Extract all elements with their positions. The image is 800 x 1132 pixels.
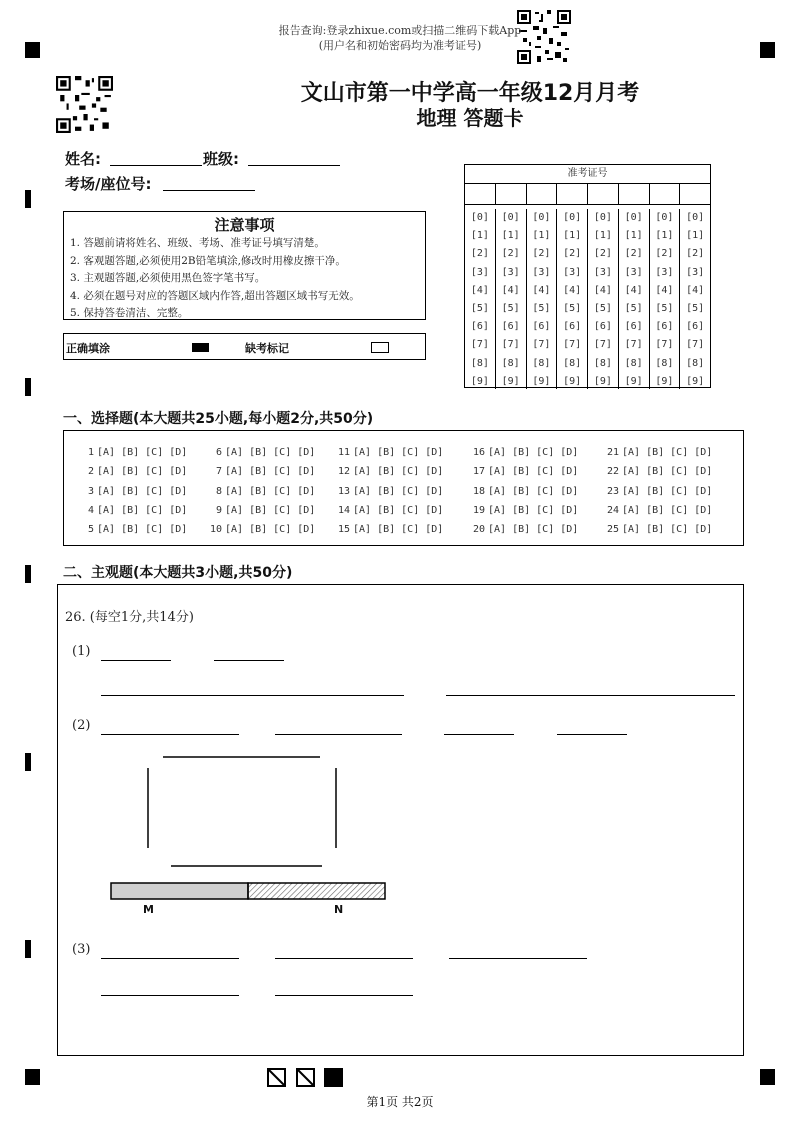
choice-question-row[interactable] [601,482,712,501]
choice-options[interactable]: [A] [B] [C] [D] [488,485,579,497]
digit-bubble[interactable]: [5] [593,303,612,315]
digit-bubble[interactable]: [5] [655,303,674,315]
choice-question-row[interactable] [76,482,187,501]
note-item: 5. 保持答卷清洁、完整。 [70,307,189,319]
choice-question-row[interactable] [467,482,578,501]
question-number: 9 [215,504,222,516]
choice-options[interactable]: [A] [B] [C] [D] [353,504,444,516]
digit-bubble[interactable]: [6] [532,321,551,333]
digit-bubble[interactable]: [8] [470,357,489,369]
digit-bubble[interactable]: [5] [624,303,643,315]
choice-options[interactable]: [A] [B] [C] [D] [622,466,713,478]
question-number: 13 [337,485,350,497]
digit-bubble[interactable]: [8] [563,357,582,369]
choice-question-row[interactable] [76,520,187,539]
answer-blank[interactable] [214,660,284,661]
digit-bubble[interactable]: [9] [532,375,551,387]
digit-bubble[interactable]: [2] [593,248,612,260]
digit-bubble[interactable]: [7] [593,339,612,351]
digit-bubble[interactable]: [5] [532,303,551,315]
question-number: 22 [606,466,619,478]
digit-bubble[interactable]: [3] [532,266,551,278]
choice-options[interactable]: [A] [B] [C] [D] [225,504,316,516]
choice-question-row[interactable] [601,462,712,481]
digit-bubble[interactable]: [3] [563,266,582,278]
choice-question-row[interactable] [204,482,315,501]
choice-question-row[interactable] [204,501,315,520]
magnet-label-n: N [334,903,344,916]
question-number: 2 [87,466,94,478]
note-item: 1. 答题前请将姓名、班级、考场、准考证号填写清楚。 [70,237,325,249]
digit-bubble[interactable]: [9] [501,375,520,387]
digit-bubble[interactable]: [3] [593,266,612,278]
question-number: 18 [472,485,485,497]
class-label: 班级: [203,150,239,168]
choice-options[interactable]: [A] [B] [C] [D] [488,447,579,458]
digit-bubble[interactable]: [1] [655,230,674,242]
choice-options[interactable]: [A] [B] [C] [D] [225,485,316,497]
digit-bubble[interactable]: [1] [563,230,582,242]
digit-bubble[interactable]: [0] [686,212,705,223]
notice-line-1: 报告查询:登录zhixue.com或扫描二维码下载App [278,24,522,37]
timing-mark [25,753,31,771]
correct-fill-sample [192,343,209,352]
magnet-label-m: M [143,903,154,916]
digit-bubble[interactable]: [1] [624,230,643,242]
digit-bubble[interactable]: [1] [470,230,489,242]
choice-question-row[interactable] [76,462,187,481]
fill-marks-box [63,333,426,360]
digit-bubble[interactable]: [8] [655,357,674,369]
digit-bubble[interactable]: [6] [470,321,489,333]
choice-options[interactable]: [A] [B] [C] [D] [97,524,188,536]
answer-blank[interactable] [275,958,413,959]
digit-bubble[interactable]: [3] [686,266,705,278]
answer-blank[interactable] [101,734,239,735]
digit-bubble[interactable]: [3] [470,266,489,278]
digit-bubble[interactable]: [2] [686,248,705,260]
question-number: 16 [472,447,485,458]
answer-blank[interactable] [275,995,413,996]
digit-bubble[interactable]: [1] [501,230,520,242]
magnet-diagram [108,750,398,930]
room-seat-field[interactable] [163,174,255,191]
choice-options[interactable]: [A] [B] [C] [D] [97,504,188,516]
q26-title: 26. (每空1分,共14分) [65,610,194,625]
question-number: 15 [337,524,350,536]
digit-bubble[interactable]: [0] [501,212,520,223]
digit-bubble[interactable]: [6] [624,321,643,333]
answer-blank[interactable] [275,734,402,735]
note-item: 2. 客观题答题,必须使用2B铅笔填涂,修改时用橡皮擦干净。 [70,254,346,267]
digit-bubble[interactable]: [2] [655,248,674,260]
answer-blank[interactable] [557,734,627,735]
admission-number-grid [464,164,711,388]
absent-mark-label: 缺考标记 [245,342,289,355]
digit-bubble[interactable]: [3] [655,266,674,278]
digit-bubble[interactable]: [2] [624,248,643,260]
digit-bubble[interactable]: [7] [501,339,520,351]
admission-write-row[interactable] [465,184,710,205]
question-number: 23 [606,485,619,497]
digit-bubble[interactable]: [0] [655,212,674,223]
choice-options[interactable]: [A] [B] [C] [D] [622,504,713,516]
choice-options[interactable]: [A] [B] [C] [D] [488,466,579,478]
digit-bubble[interactable]: [0] [624,212,643,223]
digit-bubble[interactable]: [9] [624,375,643,387]
page-mark-slash-1 [267,1068,286,1091]
digit-bubble[interactable]: [8] [501,357,520,369]
subjective-answer-box [57,584,744,1056]
registration-mark [25,1069,40,1085]
timing-mark [25,378,31,396]
digit-bubble[interactable]: [4] [593,284,612,296]
choice-options[interactable]: [A] [B] [C] [D] [97,466,188,478]
digit-bubble[interactable]: [2] [501,248,520,260]
choice-options[interactable]: [A] [B] [C] [D] [353,447,444,458]
name-field[interactable] [110,149,202,166]
admission-digit-column [496,209,527,389]
question-number: 19 [472,504,485,516]
question-number: 11 [337,447,350,458]
digit-bubble[interactable]: [5] [501,303,520,315]
digit-bubble[interactable]: [4] [563,284,582,296]
answer-blank[interactable] [101,660,171,661]
question-number: 12 [337,466,350,478]
choice-options[interactable]: [A] [B] [C] [D] [622,447,713,458]
admission-digit-column [680,209,710,389]
admission-digit-columns [465,205,710,389]
digit-bubble[interactable]: [1] [532,230,551,242]
choice-question-row[interactable] [467,501,578,520]
digit-bubble[interactable]: [9] [593,375,612,387]
digit-bubble[interactable]: [6] [655,321,674,333]
digit-bubble[interactable]: [2] [532,248,551,260]
digit-bubble[interactable]: [7] [532,339,551,351]
digit-bubble[interactable]: [7] [470,339,489,351]
digit-bubble[interactable]: [6] [593,321,612,333]
note-item: 3. 主观题答题,必须使用黑色签字笔书写。 [70,272,266,284]
room-seat-label: 考场/座位号: [65,175,152,193]
digit-bubble[interactable]: [2] [470,248,489,260]
digit-bubble[interactable]: [9] [470,375,489,387]
digit-bubble[interactable]: [8] [593,357,612,369]
digit-bubble[interactable]: [0] [532,212,551,223]
choice-question-row[interactable] [601,520,712,539]
registration-mark [760,1069,775,1085]
answer-blank[interactable] [449,958,587,959]
answer-blank[interactable] [101,958,239,959]
question-number: 1 [87,447,94,458]
admission-digit-column [650,209,681,389]
digit-bubble[interactable]: [6] [563,321,582,333]
digit-bubble[interactable]: [8] [532,357,551,369]
admission-title: 准考证号 [465,165,710,184]
question-number: 10 [209,524,222,536]
answer-blank[interactable] [101,695,404,696]
question-number: 6 [215,447,222,458]
notice-line-2: (用户名和初始密码均为准考证号) [318,39,482,52]
admission-digit-column [619,209,650,389]
digit-bubble[interactable]: [5] [563,303,582,315]
digit-bubble[interactable]: [7] [686,339,705,351]
choice-question-row[interactable] [601,501,712,520]
choice-column [204,443,315,539]
choice-options[interactable]: [A] [B] [C] [D] [225,447,316,458]
digit-bubble[interactable]: [0] [470,212,489,223]
q26-part3-label: (3) [72,942,91,957]
page-mark-solid [324,1068,343,1087]
choice-options[interactable]: [A] [B] [C] [D] [225,524,316,536]
choice-column [601,443,712,539]
answer-blank[interactable] [101,995,239,996]
question-number: 7 [215,466,222,478]
question-number: 25 [606,524,619,536]
exam-title: 文山市第一中学高一年级12月月考 [300,81,640,106]
qr-code-icon [56,76,113,133]
question-number: 20 [472,524,485,536]
choice-question-row[interactable] [204,462,315,481]
digit-bubble[interactable]: [4] [532,284,551,296]
choice-options[interactable]: [A] [B] [C] [D] [97,447,188,458]
choice-question-row[interactable] [204,520,315,539]
answer-blank[interactable] [444,734,514,735]
absent-mark-box[interactable] [371,342,389,353]
digit-bubble[interactable]: [0] [563,212,582,223]
choice-question-row[interactable] [332,482,443,501]
choice-answer-box [63,430,744,546]
choice-column [467,443,578,539]
choice-question-row[interactable] [332,443,443,462]
page-number: 第1页 共2页 [366,1095,434,1109]
admission-digit-column [465,209,496,389]
choice-question-row[interactable] [332,462,443,481]
digit-bubble[interactable]: [1] [686,230,705,242]
choice-options[interactable]: [A] [B] [C] [D] [225,466,316,478]
digit-bubble[interactable]: [6] [686,321,705,333]
choice-options[interactable]: [A] [B] [C] [D] [488,504,579,516]
notes-title: 注意事项 [214,216,275,234]
q26-part2-label: (2) [72,718,91,733]
digit-bubble[interactable]: [5] [686,303,705,315]
choice-column [332,443,443,539]
digit-bubble[interactable]: [5] [470,303,489,315]
digit-bubble[interactable]: [3] [501,266,520,278]
digit-bubble[interactable]: [0] [593,212,612,223]
digit-bubble[interactable]: [4] [655,284,674,296]
choice-options[interactable]: [A] [B] [C] [D] [353,524,444,536]
choice-question-row[interactable] [601,443,712,462]
section2-title: 二、主观题(本大题共3小题,共50分) [63,565,293,581]
notes-box [63,211,426,320]
question-number: 14 [337,504,350,516]
choice-question-row[interactable] [467,443,578,462]
question-number: 24 [606,504,619,516]
digit-bubble[interactable]: [4] [686,284,705,296]
digit-bubble[interactable]: [7] [655,339,674,351]
digit-bubble[interactable]: [7] [563,339,582,351]
choice-options[interactable]: [A] [B] [C] [D] [97,485,188,497]
admission-digit-column [527,209,558,389]
choice-options[interactable]: [A] [B] [C] [D] [622,485,713,497]
timing-mark [25,940,31,958]
timing-mark [25,565,31,583]
digit-bubble[interactable]: [6] [501,321,520,333]
question-number: 8 [215,485,222,497]
digit-bubble[interactable]: [9] [686,375,705,387]
name-label: 姓名: [65,150,101,168]
question-number: 21 [606,447,619,458]
choice-question-row[interactable] [76,443,187,462]
digit-bubble[interactable]: [9] [563,375,582,387]
digit-bubble[interactable]: [4] [624,284,643,296]
choice-options[interactable]: [A] [B] [C] [D] [353,466,444,478]
admission-digit-column [588,209,619,389]
choice-options[interactable]: [A] [B] [C] [D] [622,524,713,536]
digit-bubble[interactable]: [8] [624,357,643,369]
q26-part1-label: (1) [72,644,91,659]
choice-question-row[interactable] [76,501,187,520]
choice-question-row[interactable] [467,462,578,481]
choice-question-row[interactable] [332,520,443,539]
answer-blank[interactable] [446,695,735,696]
digit-bubble[interactable]: [2] [563,248,582,260]
choice-column [76,443,187,539]
admission-digit-column [557,209,588,389]
digit-bubble[interactable]: [7] [624,339,643,351]
digit-bubble[interactable]: [9] [655,375,674,387]
page-mark-slash-2 [296,1068,315,1091]
note-item: 4. 必须在题号对应的答题区域内作答,超出答题区域书写无效。 [70,289,360,302]
exam-subtitle: 地理 答题卡 [416,106,524,130]
question-number: 3 [87,485,94,497]
choice-options[interactable]: [A] [B] [C] [D] [488,524,579,536]
question-number: 17 [472,466,485,478]
choice-question-row[interactable] [332,501,443,520]
class-field[interactable] [248,149,340,166]
question-number: 4 [87,504,94,516]
digit-bubble[interactable]: [4] [501,284,520,296]
digit-bubble[interactable]: [8] [686,357,705,369]
digit-bubble[interactable]: [1] [593,230,612,242]
correct-fill-label: 正确填涂 [66,342,110,355]
digit-bubble[interactable]: [4] [470,284,489,296]
choice-question-row[interactable] [467,520,578,539]
report-notice [0,23,800,53]
choice-options[interactable]: [A] [B] [C] [D] [353,485,444,497]
choice-question-row[interactable] [204,443,315,462]
question-number: 5 [87,524,94,536]
digit-bubble[interactable]: [3] [624,266,643,278]
section1-title: 一、选择题(本大题共25小题,每小题2分,共50分) [63,411,374,427]
timing-mark [25,190,31,208]
